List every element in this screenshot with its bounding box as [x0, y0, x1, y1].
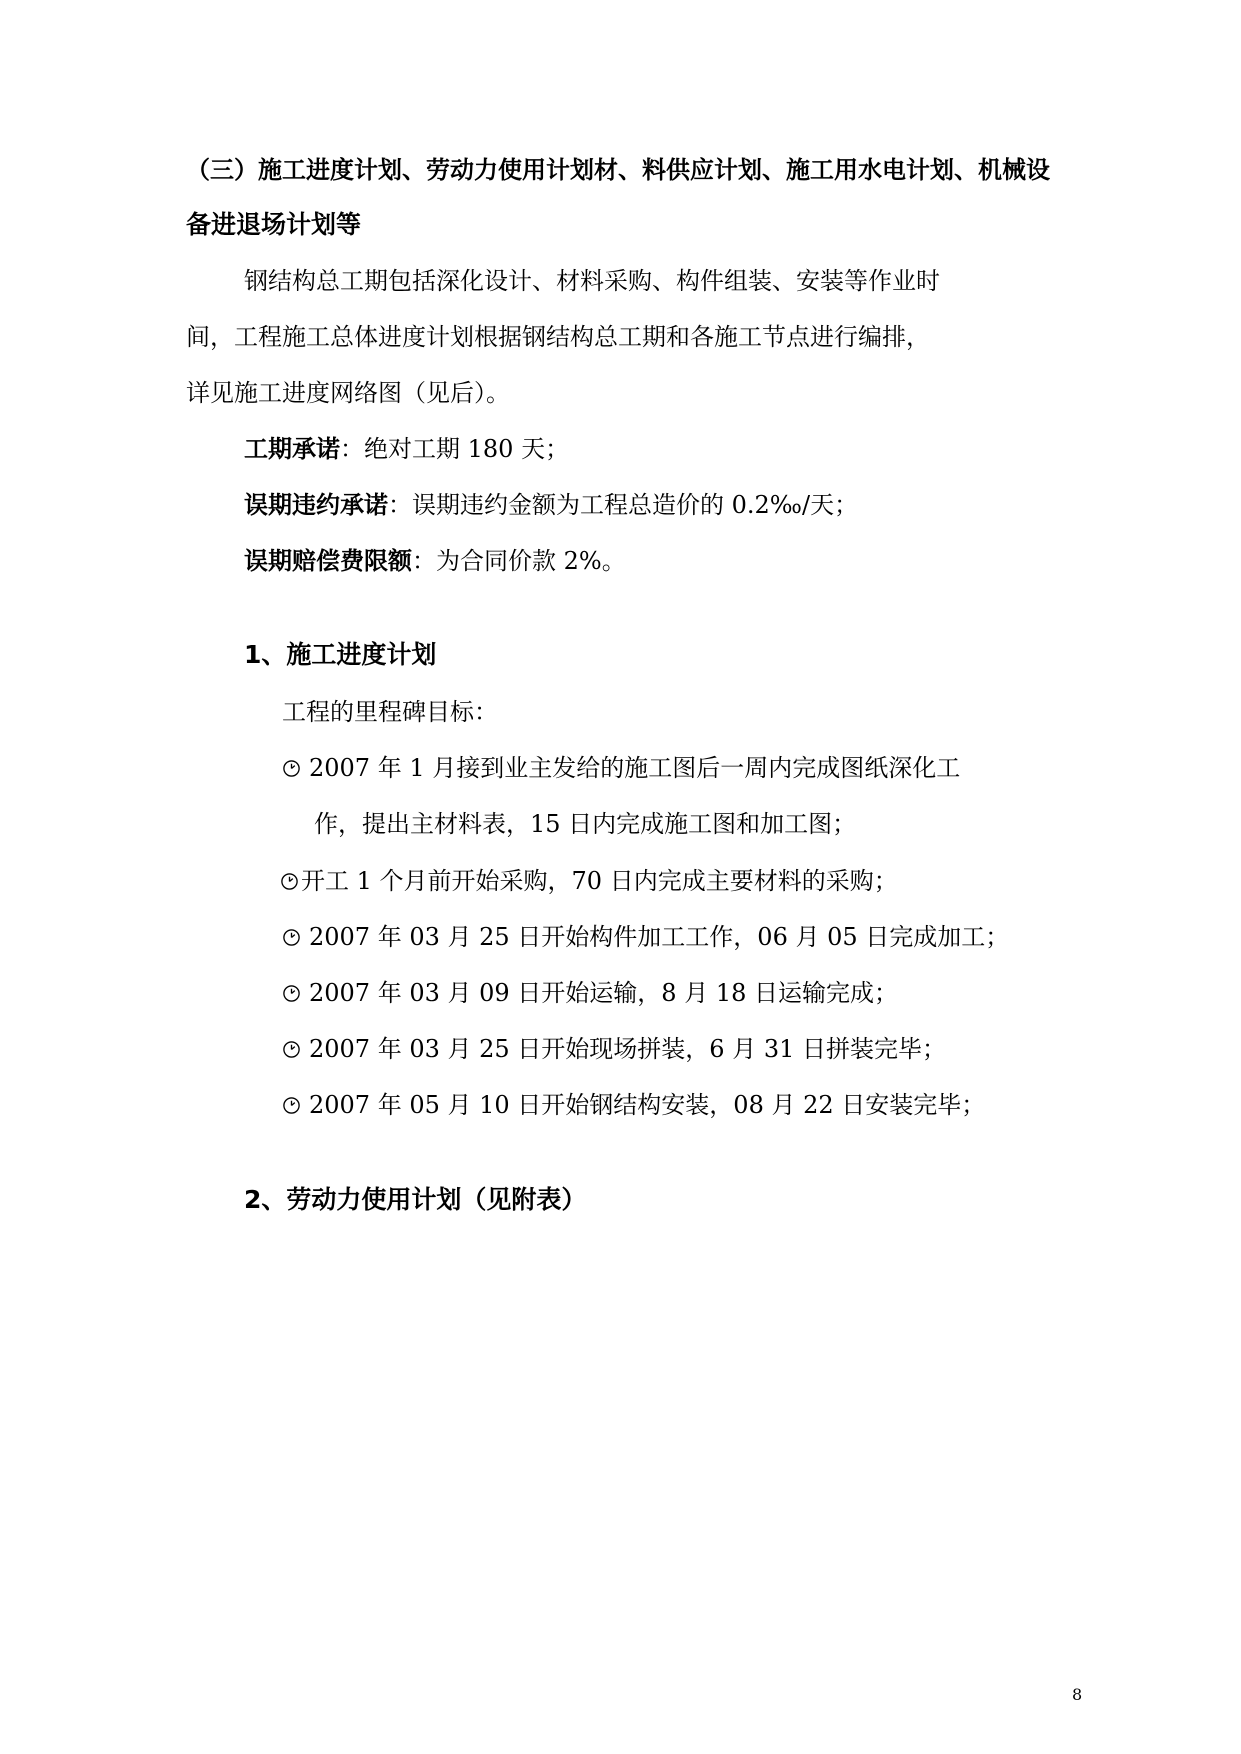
commitment-schedule [244, 434, 569, 464]
page-number: 8 [1072, 1685, 1083, 1704]
milestone-intro: 工程的里程碑目标： [282, 698, 498, 726]
clock-icon [282, 1040, 301, 1059]
commitment-separator: ： [340, 435, 364, 463]
milestone-item [282, 1090, 985, 1120]
clock-icon [282, 928, 301, 947]
milestone-item [282, 978, 898, 1008]
commitment-label: 工期承诺 [244, 435, 340, 463]
milestone-text: 2007 年 03 月 09 日开始运输，8 月 18 日运输完成； [309, 979, 898, 1007]
milestone-item [282, 753, 960, 783]
commitment-text: 绝对工期 180 天； [364, 435, 570, 463]
clock-icon [282, 1096, 301, 1115]
commitment-separator: ： [388, 491, 412, 519]
subsection-1-title: 1、施工进度计划 [244, 640, 437, 669]
commitment-compensation-limit [244, 546, 626, 576]
section-heading-line2: 备进退场计划等 [186, 210, 362, 239]
milestone-item [282, 1034, 946, 1064]
milestone-item [282, 922, 1009, 952]
milestone-text: 2007 年 1 月接到业主发给的施工图后一周内完成图纸深化工 [309, 754, 961, 782]
milestone-item [280, 866, 898, 896]
commitment-separator: ： [412, 547, 436, 575]
commitment-label: 误期违约承诺 [244, 491, 388, 519]
clock-icon [280, 872, 299, 891]
section-heading-line1: （三）施工进度计划、劳动力使用计划材、料供应计划、施工用水电计划、机械设 [186, 156, 1050, 184]
milestone-text-continuation: 作，提出主材料表，15 日内完成施工图和加工图； [314, 810, 857, 838]
clock-icon [282, 984, 301, 1003]
subsection-2-title: 2、劳动力使用计划（见附表） [244, 1185, 587, 1214]
commitment-label: 误期赔偿费限额 [244, 547, 412, 575]
clock-icon [282, 759, 301, 778]
commitment-delay-penalty [244, 490, 858, 520]
intro-line-1: 钢结构总工期包括深化设计、材料采购、构件组装、安装等作业时 [244, 267, 940, 295]
milestone-text: 2007 年 05 月 10 日开始钢结构安装，08 月 22 日安装完毕； [309, 1091, 986, 1119]
milestone-text: 开工 1 个月前开始采购，70 日内完成主要材料的采购； [301, 867, 898, 895]
commitment-text: 误期违约金额为工程总造价的 0.2‰/天； [412, 491, 859, 519]
commitment-text: 为合同价款 2%。 [436, 547, 626, 575]
intro-line-3: 详见施工进度网络图（见后）。 [186, 379, 510, 407]
milestone-text: 2007 年 03 月 25 日开始构件加工工作，06 月 05 日完成加工； [309, 923, 1010, 951]
intro-line-2: 间，工程施工总体进度计划根据钢结构总工期和各施工节点进行编排， [186, 323, 930, 351]
milestone-text: 2007 年 03 月 25 日开始现场拼装，6 月 31 日拼装完毕； [309, 1035, 946, 1063]
